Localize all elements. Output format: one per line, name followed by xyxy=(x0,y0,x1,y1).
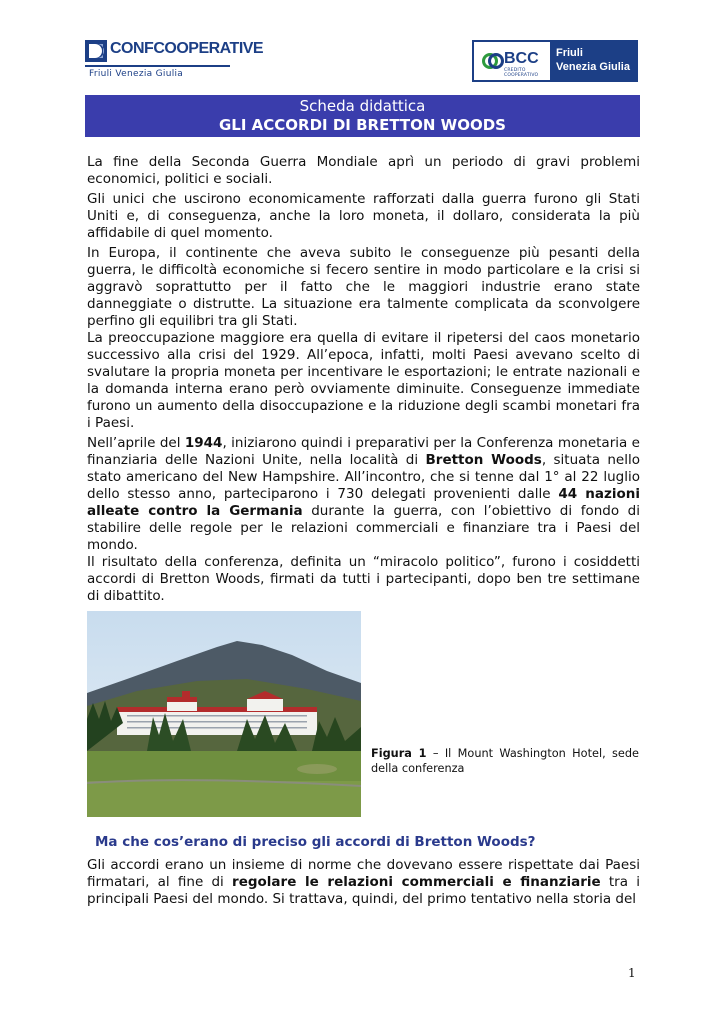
confcooperative-logo xyxy=(85,38,264,80)
confcooperative-name: CONFCOOPERATIVE xyxy=(110,40,264,57)
paragraph-2: Gli unici che uscirono economicamente rafforzati dalla guerra furono gli Stati Uniti e, di conseguenza, anche la loro moneta, il dollaro, considerata la più affidabile di quel momento. xyxy=(87,191,640,241)
paragraph-1: La fine della Seconda Guerra Mondiale aprì un periodo di gravi problemi economici, politici e sociali. xyxy=(87,154,640,187)
bcc-logo-left xyxy=(476,44,548,78)
body-text xyxy=(87,154,640,605)
bcc-region-line1: Friuli xyxy=(556,47,583,59)
section-heading: Ma che cos’erano di preciso gli accordi di Bretton Woods? xyxy=(95,834,536,850)
bcc-tagline: CREDITO COOPERATIVO xyxy=(504,68,539,78)
title-banner xyxy=(85,95,640,137)
bcc-region-box xyxy=(550,42,636,80)
figure-caption-text: – Il Mount Washington Hotel, sede della conferenza xyxy=(371,747,639,775)
paragraph-4: La preoccupazione maggiore era quella di evitare il ripetersi del caos monetario successivo alla crisi del 1929. All’epoca, infatti, molti Paesi avevano scelto di svalutare la propria moneta per incentivare le esportazioni; le entrate nazionali e la domanda interna erano però ovviamente diminuite. Conseguenze immediate furono un aumento della disoccupazione e la riduzione degli scambi monetari fra i Paesi. xyxy=(87,330,640,431)
bcc-region-line2: Venezia Giulia xyxy=(556,61,630,73)
paragraph-7: Gli accordi erano un insieme di norme che dovevano essere rispettate dai Paesi firmatari, al fine di regolare le relazioni commerciali e finanziarie tra i principali Paesi del mondo. Si trattava, quindi, del primo tentativo nella storia del xyxy=(87,857,640,907)
figure-label: Figura 1 xyxy=(371,747,427,760)
bcc-logo xyxy=(472,40,638,82)
confcooperative-mark-icon xyxy=(85,40,107,62)
paragraph-3: In Europa, il continente che aveva subito le conseguenze più pesanti della guerra, le difficoltà economiche si fecero sentire in modo particolare e la crisi si aggravò soprattutto per il fatto che le maggiori industrie erano state danneggiate o distrutte. La situazione era talmente complicata da sconvolgere perfino gli equilibri tra gli Stati. xyxy=(87,245,640,329)
mount-washington-hotel-photo xyxy=(87,611,361,817)
bcc-name: BCC xyxy=(504,50,539,67)
page-number: 1 xyxy=(628,966,636,980)
document-type: Scheda didattica xyxy=(299,97,426,115)
figure-caption xyxy=(371,746,639,776)
logo-divider xyxy=(85,65,230,67)
confcooperative-region: Friuli Venezia Giulia xyxy=(89,69,184,79)
paragraph-5: Nell’aprile del 1944, iniziarono quindi i preparativi per la Conferenza monetaria e finanziaria delle Nazioni Unite, nella località di Bretton Woods, situata nello stato americano del New Hampshire. All’incontro, che si tenne dal 1° al 22 luglio dello stesso anno, parteciparono i 730 delegati provenienti dalle 44 nazioni alleate contro la Germania durante la guerra, con l’obiettivo di fondo di stabilire delle regole per le relazioni commerciali e finanziare tra i Paesi del mondo. xyxy=(87,435,640,553)
bcc-mark-icon xyxy=(482,50,504,72)
paragraph-6: Il risultato della conferenza, definita un “miracolo politico”, furono i cosiddetti accordi di Bretton Woods, firmati da tutti i partecipanti, dopo ben tre settimane di dibattito. xyxy=(87,554,640,604)
page-title: GLI ACCORDI DI BRETTON WOODS xyxy=(219,116,506,134)
